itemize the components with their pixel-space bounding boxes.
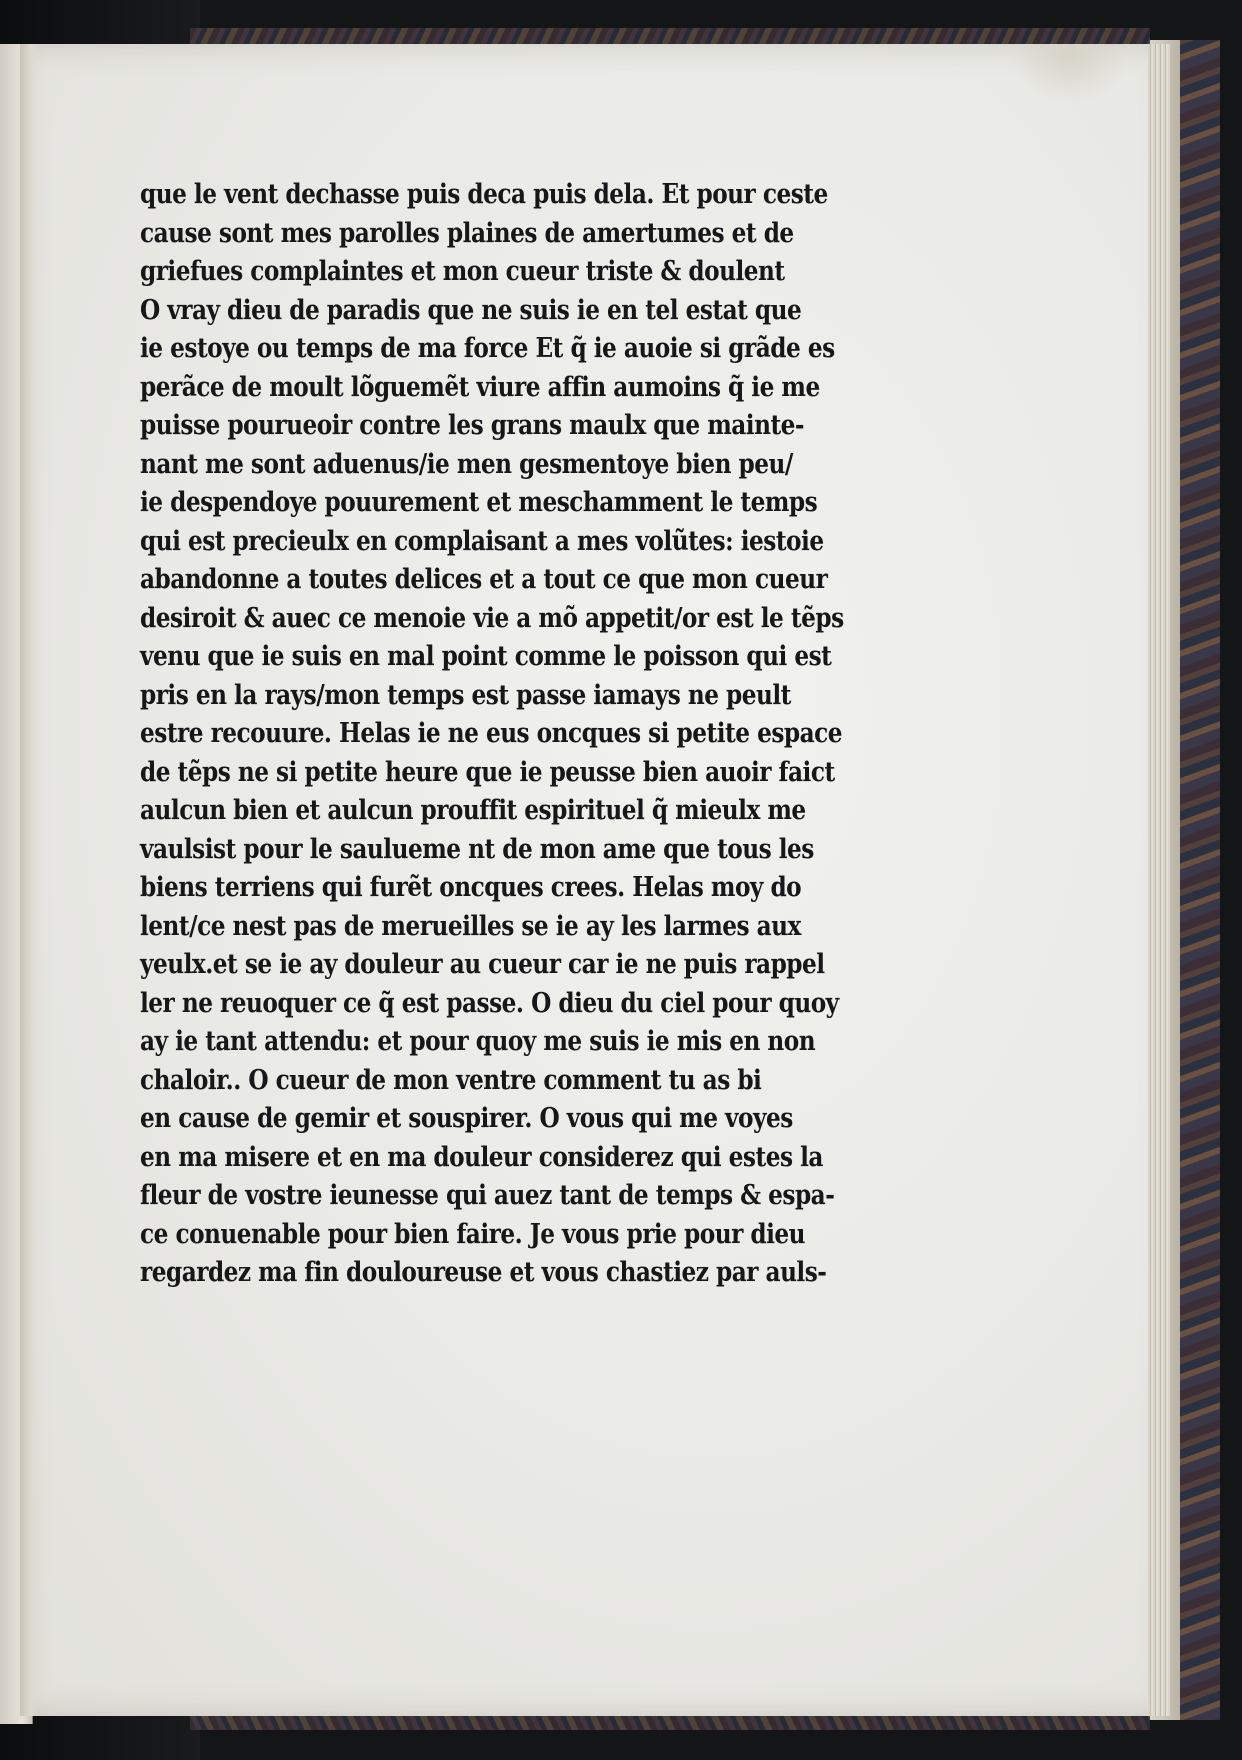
text-line: desiroit & auec ce menoie vie a mõ appetit/or est le tẽps xyxy=(140,602,844,634)
page-stain xyxy=(1010,44,1130,104)
text-line: venu que ie suis en mal point comme le poisson qui est xyxy=(140,641,832,672)
text-line: regardez ma fin douloureuse et vous chastiez par auls- xyxy=(140,1257,827,1288)
text-line: que le vent dechasse puis deca puis dela. Et pour ceste xyxy=(140,179,828,210)
page-gutter xyxy=(20,44,38,1716)
text-line: ay ie tant attendu: et pour quoy me suis ie mis en non xyxy=(140,1026,816,1057)
text-line: biens terriens qui furẽt oncques crees. Helas moy do xyxy=(140,872,802,903)
text-line: yeulx.et se ie ay douleur au cueur car ie ne puis rappel xyxy=(140,949,825,980)
text-line: cause sont mes parolles plaines de amertumes et de xyxy=(140,217,794,249)
text-line: ie estoye ou temps de ma force Et q̃ ie auoie si grãde es xyxy=(140,333,835,364)
text-line: pris en la rays/mon temps est passe iamays ne peult xyxy=(140,679,791,711)
text-line: puisse pourueoir contre les grans maulx que mainte- xyxy=(140,410,805,441)
text-line: griefues complaintes et mon cueur triste & doulent xyxy=(140,256,785,287)
text-line: ie despendoye pouurement et meschamment le temps xyxy=(140,487,818,518)
text-line: ler ne reuoquer ce q̃ est passe. O dieu du ciel pour quoy xyxy=(140,987,839,1019)
text-line: fleur de vostre ieunesse qui auez tant de temps & espa- xyxy=(140,1180,835,1211)
text-line: estre recouure. Helas ie ne eus oncques si petite espace xyxy=(140,718,843,749)
text-line: lent/ce nest pas de merueilles se ie ay les larmes aux xyxy=(140,910,801,942)
text-line: vaulsist pour le saulueme nt de mon ame que tous les xyxy=(140,833,814,865)
text-line: qui est precieulx en complaisant a mes volũtes: iestoie xyxy=(140,525,824,557)
text-line: ce conuenable pour bien faire. Je vous prie pour dieu xyxy=(140,1218,806,1250)
text-line: O vray dieu de paradis que ne suis ie en tel estat que xyxy=(140,294,802,326)
text-line: chaloir.. O cueur de mon ventre comment tu as bi xyxy=(140,1064,762,1096)
page-leaf-edges xyxy=(1148,44,1170,1716)
text-line: nant me sont aduenus/ie men gesmentoye bien peu/ xyxy=(140,448,793,480)
text-line: de tẽps ne si petite heure que ie peusse bien auoir faict xyxy=(140,756,835,788)
text-line: en ma misere et en ma douleur considerez qui estes la xyxy=(140,1141,823,1173)
text-block xyxy=(140,176,900,1293)
text-line: abandonne a toutes delices et a tout ce que mon cueur xyxy=(140,564,828,595)
text-line: aulcun bien et aulcun prouffit espirituel q̃ mieulx me xyxy=(140,795,806,826)
text-line: en cause de gemir et souspirer. O vous qui me voyes xyxy=(140,1103,793,1134)
text-line: perãce de moult lõguemẽt viure affin aumoins q̃ ie me xyxy=(140,371,820,403)
